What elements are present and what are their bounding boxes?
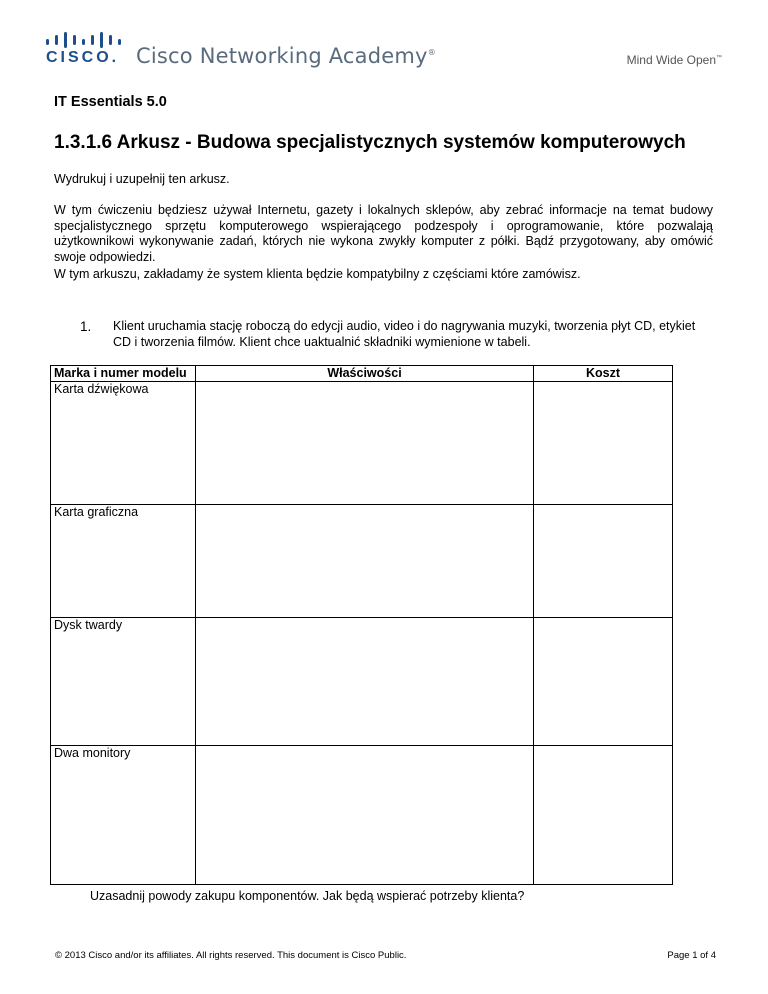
- table-row: [51, 505, 673, 618]
- intro-paragraph: W tym ćwiczeniu będziesz używał Internetu, gazety i lokalnych sklepów, aby zebrać informacje na temat budowy specjalistycznego sprzętu komputerowego wspierającego podzespoły i oprogramowanie, które pozwalają użytkownikowi wykonywanie zadań, których nie wykona zwykły komputer z półki. Bądź przygotowany, aby omówić swoje odpowiedzi.: [54, 203, 713, 264]
- cost-cell[interactable]: [534, 746, 673, 885]
- properties-cell[interactable]: [196, 505, 534, 618]
- tagline: Mind Wide Open™: [626, 53, 722, 67]
- cost-cell[interactable]: [534, 505, 673, 618]
- properties-cell[interactable]: [196, 618, 534, 746]
- row-label-hard-drive: Dysk twardy: [51, 618, 196, 746]
- course-name: IT Essentials 5.0: [54, 94, 167, 110]
- row-label-two-monitors: Dwa monitory: [51, 746, 196, 885]
- table-header-row: [51, 366, 673, 382]
- footer-page-number: Page 1 of 4: [667, 950, 716, 961]
- cost-cell[interactable]: [534, 618, 673, 746]
- instruction-paragraph: Wydrukuj i uzupełnij ten arkusz.: [54, 172, 230, 186]
- cisco-logo-text: CISCO.: [46, 49, 120, 66]
- cost-cell[interactable]: [534, 382, 673, 505]
- cisco-logo-bars-icon: [46, 32, 122, 48]
- justification-prompt: Uzasadnij powody zakupu komponentów. Jak będą wspierać potrzeby klienta?: [90, 889, 525, 903]
- footer-copyright: © 2013 Cisco and/or its affiliates. All rights reserved. This document is Cisco Public.: [55, 950, 407, 961]
- header-properties: Właściwości: [196, 366, 534, 382]
- header-brand-model: Marka i numer modelu: [51, 366, 196, 382]
- header-cost: Koszt: [534, 366, 673, 382]
- assumption-paragraph: W tym arkuszu, zakładamy że system klienta będzie kompatybilny z częściami które zamówisz.: [54, 267, 581, 281]
- page-header: [0, 0, 768, 80]
- page-title: 1.3.1.6 Arkusz - Budowa specjalistycznych systemów komputerowych: [54, 132, 686, 153]
- question-text: Klient uruchamia stację roboczą do edycji audio, video i do nagrywania muzyki, tworzenia płyt CD, etykiet CD i tworzenia filmów. Klient chce uaktualnić składniki wymienione w tabeli.: [113, 319, 696, 349]
- row-label-graphics-card: Karta graficzna: [51, 505, 196, 618]
- properties-cell[interactable]: [196, 382, 534, 505]
- question-number: 1.: [80, 319, 92, 334]
- table-row: [51, 382, 673, 505]
- properties-cell[interactable]: [196, 746, 534, 885]
- row-label-sound-card: Karta dźwiękowa: [51, 382, 196, 505]
- academy-name: Cisco Networking Academy®: [136, 44, 436, 68]
- table-row: [51, 746, 673, 885]
- table-row: [51, 618, 673, 746]
- components-table: [50, 365, 673, 885]
